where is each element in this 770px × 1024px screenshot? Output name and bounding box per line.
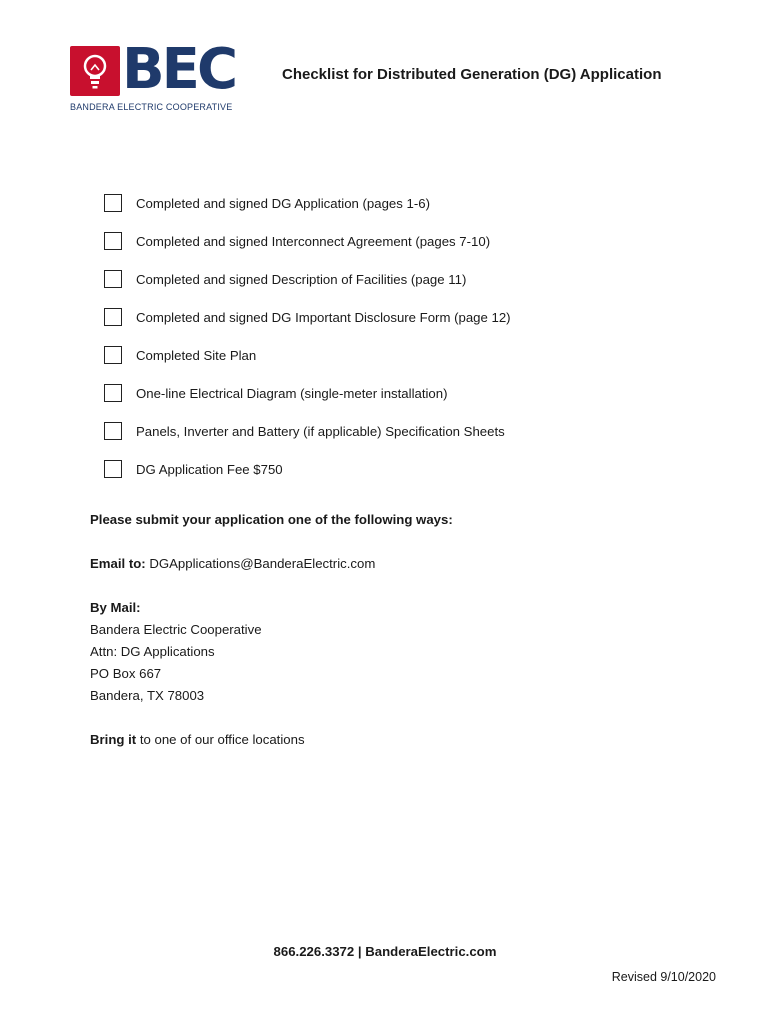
checkbox[interactable] [104,384,122,402]
checklist-item [104,298,511,336]
checkbox[interactable] [104,270,122,288]
mail-address-line: PO Box 667 [90,666,162,681]
checkbox[interactable] [104,422,122,440]
checklist-item [104,336,511,374]
bec-logo [70,37,240,116]
checklist-item-label: Completed and signed Interconnect Agreement (pages 7-10) [136,233,491,249]
checklist-item-label: Panels, Inverter and Battery (if applicable) Specification Sheets [136,423,505,439]
revised-date: Revised 9/10/2020 [611,970,716,984]
logo-letters: BEC [122,37,236,102]
checklist-item-label: DG Application Fee $750 [136,461,283,477]
bring-text: to one of our office locations [139,732,305,747]
bring-label: Bring it [90,732,137,747]
mail-address-line: Bandera, TX 78003 [90,688,205,703]
checklist-item-label: Completed and signed DG Important Disclosure Form (page 12) [136,309,511,325]
checklist-item [104,450,511,488]
checkbox[interactable] [104,460,122,478]
checklist-item [104,184,511,222]
page-title: Checklist for Distributed Generation (DG) Application [282,66,662,83]
email-label: Email to: [90,556,146,571]
mail-address-line: Bandera Electric Cooperative [90,622,262,637]
checklist-item-label: One-line Electrical Diagram (single-meter installation) [136,385,448,401]
checklist-item-label: Completed and signed Description of Facilities (page 11) [136,271,467,287]
footer-contact: 866.226.3372 | BanderaElectric.com [273,944,497,959]
checkbox[interactable] [104,346,122,364]
checklist-item-label: Completed and signed DG Application (pages 1-6) [136,195,430,211]
checklist-item [104,374,511,412]
bring-line [90,732,305,747]
checkbox[interactable] [104,232,122,250]
checkbox[interactable] [104,308,122,326]
mail-label: By Mail: [90,600,141,615]
checklist-item [104,222,511,260]
email-address[interactable]: DGApplications@BanderaElectric.com [149,556,376,571]
email-line [90,556,375,571]
checklist [104,184,511,488]
mail-address-line: Attn: DG Applications [90,644,215,659]
logo-subtitle: BANDERA ELECTRIC COOPERATIVE [70,102,233,112]
lightbulb-icon [70,46,120,96]
checklist-item [104,412,511,450]
checklist-item [104,260,511,298]
checklist-item-label: Completed Site Plan [136,347,257,363]
checkbox[interactable] [104,194,122,212]
submit-heading: Please submit your application one of the following ways: [90,512,453,527]
